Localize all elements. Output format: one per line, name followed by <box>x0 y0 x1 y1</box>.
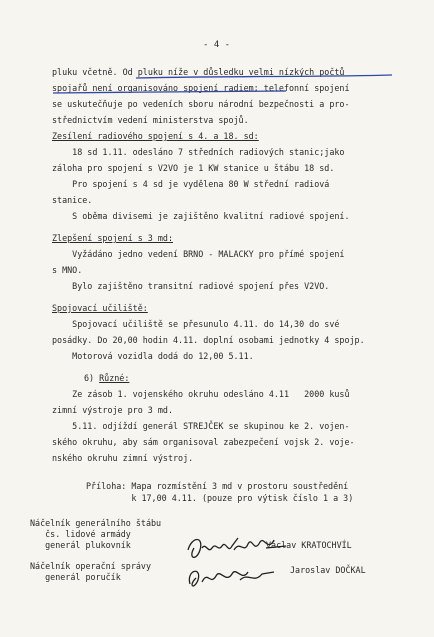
section-2-heading: Zlepšení spojení s 3 md: <box>52 233 174 243</box>
chief-title-line-3: generál plukovník <box>30 540 131 550</box>
page-number: - 4 - <box>203 40 231 50</box>
section-1-line-1: 18 sd 1.11. odesláno 7 středních radiových stanic;jako <box>52 147 345 157</box>
section-3-heading: Spojovací učiliště: <box>52 303 148 313</box>
para-1-line-2-b: telefonní spojení <box>258 83 350 93</box>
section-4-line-3: 5.11. odjíždí generál STREJČEK se skupinou ke 2. vojen- <box>52 421 350 431</box>
section-3-line-3: Motorová vozidla dodá do 12,00 5.11. <box>52 351 254 361</box>
chief-name: Václav KRATOCHVÍL <box>266 540 352 550</box>
section-4-line-2: zimní výstroje pro 3 md. <box>52 405 174 415</box>
ops-title-line-1: Náčelník operační správy <box>30 561 152 571</box>
attachment-line-1: Příloha: Mapa rozmístění 3 md v prostoru soustředění <box>86 481 349 491</box>
section-1-line-3: Pro spojení s 4 sd je vydělena 80 W střední radiová <box>52 179 330 189</box>
section-3-line-2: posádky. Do 20,00 hodin 4.11. doplní osobami jednotky 4 spojp. <box>52 335 365 345</box>
section-3-line-1: Spojovací učiliště se přesunulo 4.11. do 14,30 do své <box>52 319 340 329</box>
attachment-line-2: k 17,00 4.11. (pouze pro výtisk číslo 1 a 3) <box>86 493 354 503</box>
signature-dockal-icon <box>182 560 282 596</box>
section-2-line-2: s MNO. <box>52 265 83 275</box>
section-1-line-2: záloha pro spojení s V2VO je 1 KW stanice u štábu 18 sd. <box>52 163 335 173</box>
section-2-line-1: Vyžádáno jedno vedení BRNO - MALACKY pro přímé spojení <box>52 249 345 259</box>
chief-title-line-2: čs. lidové armády <box>30 529 131 539</box>
section-1-line-5: S oběma divisemi je zajištěno kvalitní radiové spojení. <box>52 211 350 221</box>
para-1-line-1 <box>52 68 344 76</box>
para-1-line-1-a: pluku včetně. <box>52 67 118 77</box>
para-1-line-2-a: spojařů není organisováno spojení radiem; <box>52 83 259 93</box>
section-4-line-4: ského okruhu, aby sám organisoval zabezpečení vojsk 2. voje- <box>52 437 355 447</box>
section-1-line-4: stanice. <box>52 195 93 205</box>
ops-name: Jaroslav DOČKAL <box>290 565 366 575</box>
section-1-heading: Zesílení radiového spojení s 4. a 18. sd: <box>52 131 259 141</box>
chief-title-line-1: Náčelník generálního štábu <box>30 518 162 528</box>
ops-title-line-2: generál poručík <box>30 572 121 582</box>
para-1-line-4: střednictvím vedení ministerstva spojů. <box>52 115 249 125</box>
para-1-line-3: se uskutečňuje po vedeních sboru národní bezpečnosti a pro- <box>52 99 350 109</box>
section-2-line-3: Bylo zajištěno transitní radiové spojení přes V2VO. <box>52 281 330 291</box>
section-4-heading <box>84 374 129 382</box>
section-4-title: Různé: <box>99 373 130 383</box>
section-4-line-1: Ze zásob 1. vojenského okruhu odesláno 4.11 2000 kusů <box>52 389 350 399</box>
para-1-line-2 <box>52 84 350 92</box>
para-1-line-1-b: Od pluku níže v důsledku velmi nízkých počtů <box>122 67 345 77</box>
section-4-line-5: nského okruhu zimní výstroj. <box>52 453 194 463</box>
section-4-number: 6) <box>84 373 100 383</box>
